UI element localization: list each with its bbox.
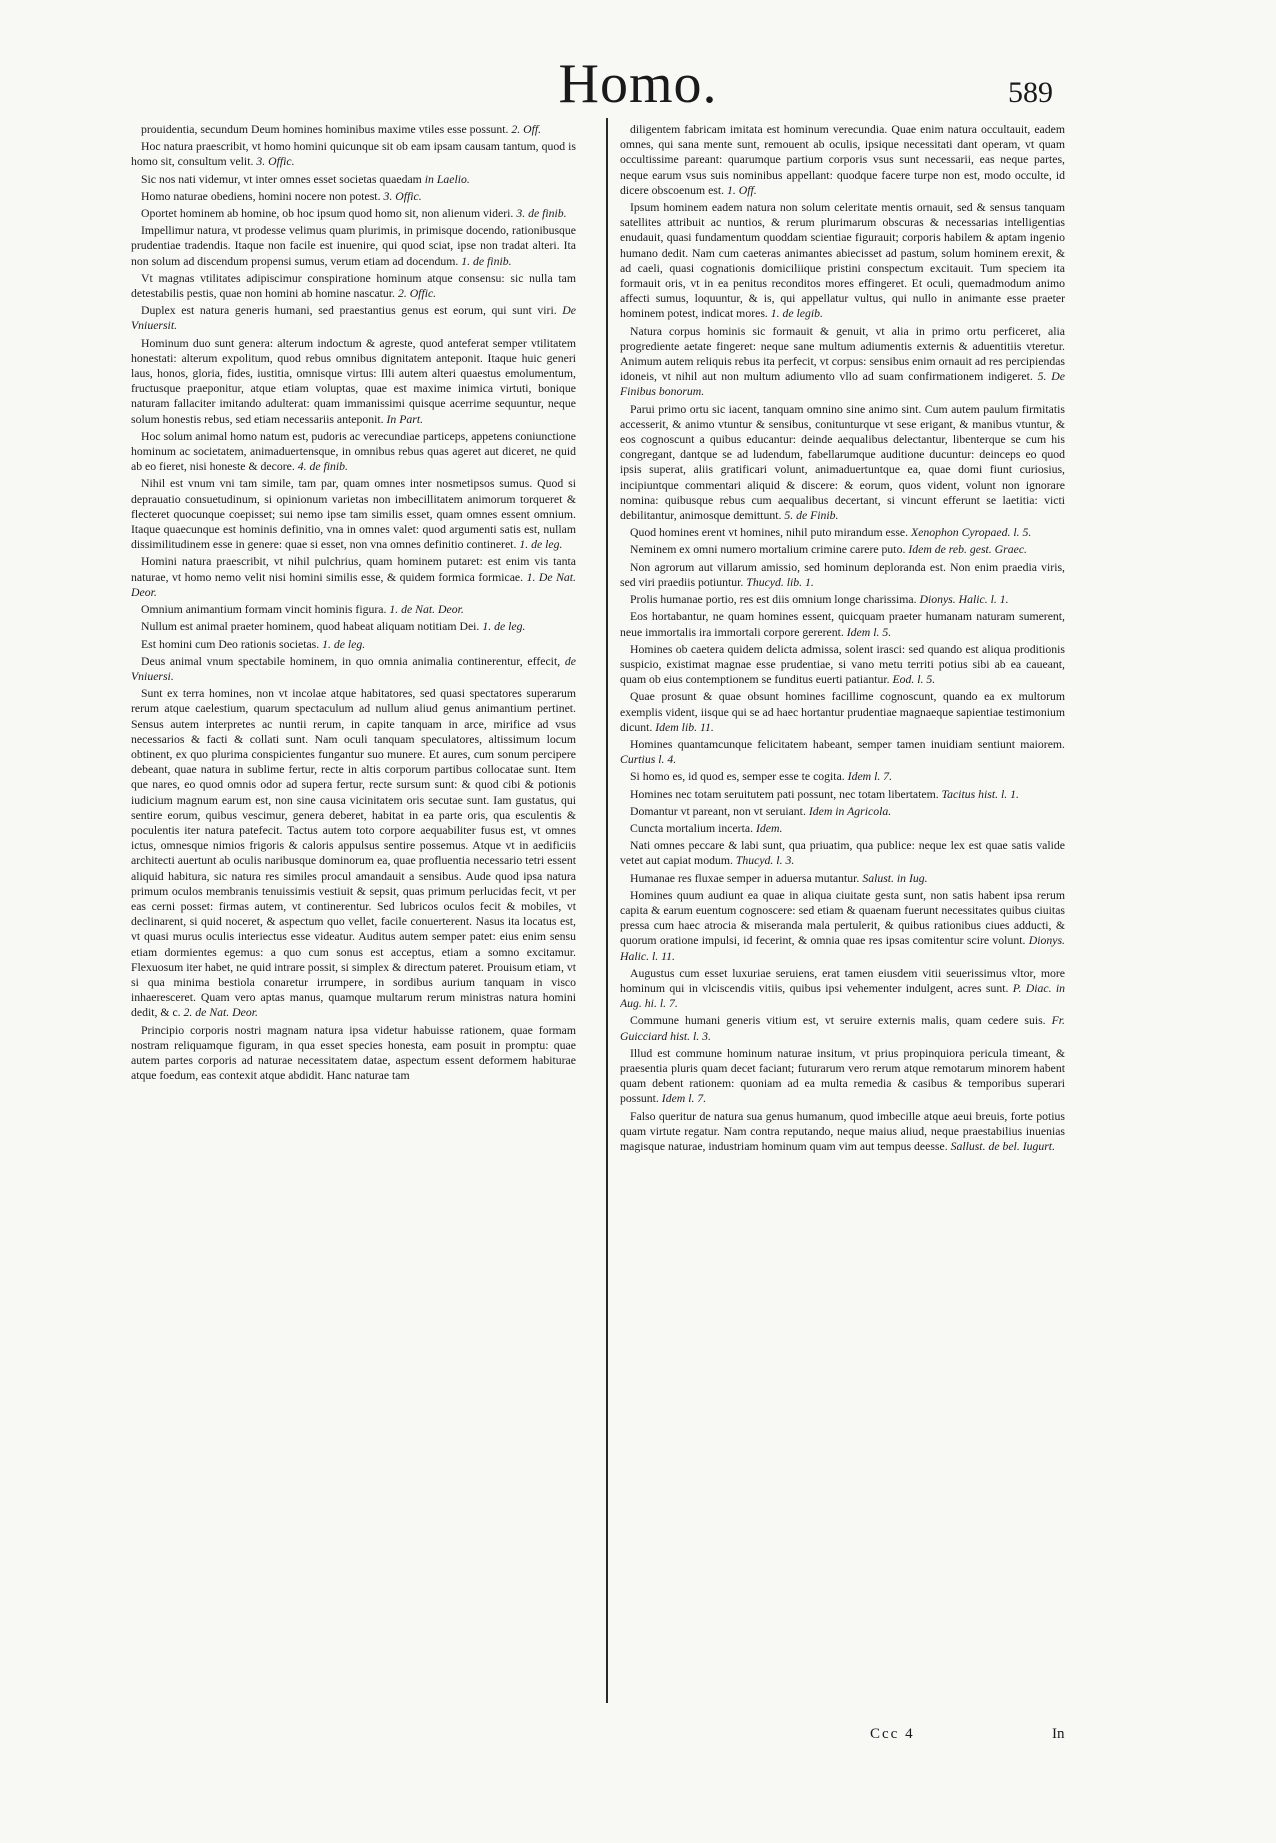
quotation-text: Deus animal vnum spectabile hominem, in quo omnia animalia continerentur, effecit,: [141, 654, 561, 668]
citation: 1. De Nat. Deor.: [131, 570, 576, 599]
citation: In Part.: [386, 412, 424, 426]
column-divider: [606, 118, 608, 1703]
citation: De Vniuersit.: [131, 304, 576, 333]
citation: Sallust. de bel. Iugurt.: [950, 1140, 1056, 1153]
quotation-text: Hoc solum animal homo natum est, pudoris ac verecundiae particeps, appetens coniunctione hominum ac societatem, animaduertensque, in omnibus rebus quas ageret aut diceret, ne quid ab eo fieret, nisi honeste & decore.: [131, 429, 576, 474]
quotation-entry: [620, 642, 1065, 688]
quotation-entry: [131, 189, 576, 204]
quotation-text: Oportet hominem ab homine, ob hoc ipsum quod homo sit, non alienum videri.: [141, 207, 514, 221]
quotation-text: Sic nos nati videmur, vt inter omnes esset societas quaedam: [141, 172, 422, 186]
citation: 1. de leg.: [519, 538, 563, 552]
citation: 3. Offic.: [383, 189, 422, 203]
quotation-entry: [131, 654, 576, 684]
quotation-entry: [620, 122, 1065, 198]
quotation-entry: [131, 172, 576, 187]
citation: Idem de reb. gest. Graec.: [908, 543, 1027, 557]
right-column: [620, 122, 1065, 1714]
quotation-entry: [620, 689, 1065, 735]
quotation-text: prouidentia, secundum Deum homines hominibus maxime vtiles esse possunt.: [141, 123, 509, 136]
quotation-text: Homines ob caetera quidem delicta admissa, solent irasci: sed quando est aliqua proditionis suspicio, existimat magnae esse prudentiae, si vano metu territi potius sibi ab ea caueant, quam ob eius contemptionem se funditus euerti patiantur.: [620, 642, 1065, 687]
quotation-text: Non agrorum aut villarum amissio, sed hominum deploranda est. Non enim praedia viris, sed viri praediis potiuntur.: [620, 560, 1065, 589]
quotation-text: Ipsum hominem eadem natura non solum celeritate mentis ornauit, sed & sensus tanquam satellites attribuit ac nuntios, & rerum plurimarum obscuras & necessarias intelligentias enudauit, quasi fundamentum quoddam scientiae figurauit; corporis habilem & aptam ingenio humano dedit. Nam cum caeteras animantes abiecisset ad pastum, solum hominem erexit, & ad caeli, quasi cognationis domiciliique pristini conspectum excitauit. Tum speciem ita formauit oris, vt in ea penitus reconditos mores effingeret. Et oculi, quemadmodum animo affecti sumus, loquuntur, & is, qui appellatur vultus, qui nullo in animante esse praeter hominem potest, indicat mores.: [620, 201, 1065, 321]
quotation-text: Homini natura praescribit, vt nihil pulchrius, quam hominem putaret: est enim vis tanta naturae, vt homo nemo velit nisi homini similis esse, & quidem formica formicae.: [131, 555, 576, 584]
quotation-text: Domantur vt pareant, non vt seruiant.: [630, 804, 806, 818]
quotation-text: Parui primo ortu sic iacent, tanquam omnino sine animo sint. Cum autem paulum firmitatis accesserit, & animo vtuntur & sensibus, conitunturque vt sese erigant, & manibus vtuntur, & eos cognoscunt a quibus educantur: deinde aequalibus delectantur, libenterque se cum his congregant, dantque se ad ludendum, fabellarumque auditione ducuntur: deinceps eo quod ipsis superat, aliis gratificari volunt, animaduertuntque ea, quae domi fiunt curiosius, incipiuntque commentari aliquid & discere: & eorum, quos vident, volunt non ignorare nomina: quibusque rebus cum aequalibus decertant, si vincunt efferunt se laetitia: victi debilitantur, animosque demittunt.: [620, 402, 1065, 523]
citation: Idem in Agricola.: [808, 804, 892, 818]
citation: Fr. Guicciard hist. l. 3.: [620, 1014, 1065, 1043]
quotation-text: Augustus cum esset luxuriae seruiens, erat tamen eiusdem vitii seuerissimus vltor, more hominum qui in vlciscendis vitiis, quibus ipsi vehementer indulgent, acres sunt.: [620, 966, 1065, 995]
quotation-text: Humanae res fluxae semper in aduersa mutantur.: [630, 871, 860, 885]
quotation-text: Omnium animantium formam vincit hominis figura.: [141, 603, 387, 617]
quotation-entry: [620, 609, 1065, 639]
citation: 5. de Finib.: [784, 509, 839, 523]
citation: 4. de finib.: [297, 460, 348, 474]
citation: Tacitus hist. l. 1.: [941, 787, 1019, 801]
quotation-text: Quae prosunt & quae obsunt homines facillime cognoscunt, quando ea ex multorum exemplis vident, iisque qui se ad haec hortantur prudentiae magnaeque sapientiae testimonium dicunt.: [620, 690, 1065, 734]
quotation-entry: [131, 122, 576, 137]
citation: 1. de finib.: [461, 254, 512, 268]
citation: 1. Off.: [727, 183, 757, 197]
citation: Dionys. Halic. l. 1.: [919, 593, 1009, 607]
quotation-text: Prolis humanae portio, res est diis omnium longe charissima.: [630, 593, 917, 607]
quotation-text: Nullum est animal praeter hominem, quod habeat aliquam notitiam Dei.: [141, 620, 480, 634]
citation: Idem lib. 11.: [655, 720, 714, 734]
citation: Idem l. 5.: [846, 625, 892, 639]
quotation-text: Eos hortabantur, ne quam homines essent, quicquam praeter humanam naturam sumerent, neue immortalis ira immortali corpore gererent.: [620, 610, 1065, 639]
citation: 2. Offic.: [397, 287, 437, 301]
citation: 1. de legib.: [770, 307, 823, 321]
quotation-entry: [131, 336, 576, 427]
quotation-text: Homines quantamcunque felicitatem habeant, semper tamen inuidiam sentiunt maiorem.: [630, 737, 1065, 751]
quotation-entry: [131, 476, 576, 552]
citation: 5. De Finibus bonorum.: [620, 370, 1065, 399]
quotation-entry: [620, 1046, 1065, 1107]
citation: in Laelio.: [424, 172, 470, 186]
quotation-text: Impellimur natura, vt prodesse velimus quam plurimis, in primisque docendo, rationibusque prudentiae tradendis. Itaque non facile est inuenire, qui quod sciat, ipse non tradat alteri. Ita non solum ad discendum propensi sumus, verum etiam ad docendum.: [131, 224, 576, 268]
page-title: Homo.: [558, 53, 718, 115]
quotation-entry: [131, 139, 576, 169]
quotation-entry: [620, 324, 1065, 400]
quotation-entry: [620, 966, 1065, 1012]
quotation-entry: [620, 871, 1065, 886]
quotation-text: Cuncta mortalium incerta.: [630, 821, 754, 835]
quotation-entry: [131, 602, 576, 617]
quotation-text: Hoc natura praescribit, vt homo homini quicunque sit ob eam ipsam causam tantum, quod is homo sit, consultum velit.: [131, 140, 576, 169]
citation: Xenophon Cyropaed. l. 5.: [911, 526, 1032, 540]
citation: 3. de finib.: [516, 207, 567, 221]
quotation-entry: [131, 303, 576, 333]
citation: 1. de leg.: [482, 620, 526, 634]
quotation-text: Est homini cum Deo rationis societas.: [141, 637, 320, 651]
citation: de Vniuersi.: [131, 654, 576, 683]
quotation-text: Quod homines erent vt homines, nihil puto mirandum esse.: [630, 526, 909, 540]
signature-mark: Ccc 4: [870, 1726, 915, 1742]
quotation-entry: [131, 223, 576, 269]
quotation-text: Nihil est vnum vni tam simile, tam par, quam omnes inter nosmetipsos sumus. Quod si deprauatio consuetudinum, si opinionum varietas non imbecillitatem animorum torqueret & flecteret quocunque coepisset; sui nemo ipse tam similis esset, quam omnes essent omnium. Itaque quaecunque est hominis definitio, vna in omnes valet: quod argumenti satis est, nullam dissimilitudinem esse in genere: quae si esset, non vna omnes definitio contineret.: [131, 477, 576, 552]
quotation-text: Principio corporis nostri magnam natura ipsa videtur habuisse rationem, quae formam nostram reliquamque figuram, in qua esset species honesta, eam posuit in promptu: quae autem partes corporis ad naturae necessitatem datae, aspectum essent deformem habiturae atque foedum, eas contexit atque abdidit. Hanc naturae tam: [131, 1023, 576, 1083]
quotation-text: Duplex est natura generis humani, sed praestantius genus est eorum, qui sunt viri.: [141, 304, 557, 318]
quotation-text: Sunt ex terra homines, non vt incolae atque habitatores, sed quasi spectatores superarum rerum atque caelestium, quarum spectaculum ad nullum aliud genus animantium pertinet. Sensus autem interpretes ac nuntii rerum, in capite tanquam in arce, mirifice ad vsus necessarios & facti & collati sunt. Nam oculi tanquam speculatores, altissimum locum obtinent, ex quo plurima conspicientes fungantur suo munere. Et aures, cum sonum percipere debeant, quae natura in sublime fertur, recte in altis corporum partibus collocatae sunt. Item que nares, eo quod omnis odor ad supera fertur, recte sursum sunt: & quod cibi & potionis iudicium magnum earum est, non sine causa vicinitatem oris secutae sunt. Iam gustatus, qui sentire eorum, quibus vescimur, genera deberet, habitat in ea parte oris, qua esculentis & poculentis iter natura patefecit. Tactus autem toto corpore aequabiliter fusus est, vt omnes ictus, omnesque nimios frigoris & caloris appulsus sentire possemus. Atque vt in aedificiis architecti auertunt ab oculis naribusque dominorum ea, quae profluentia necessario tetri essent aliquid habitura, sic natura res similes procul amandauit a sensibus. Aude quod ipsa natura primum oculos membranis tenuissimis vestiuit & sepsit, quas primum perlucidas fecit, vt per eas cerni posset: firmas autem, vt continerentur. Sed lubricos oculos fecit & mobiles, vt declinarent, si quid noceret, & aspectum quo vellet, facile conuerterent. Nasus ita locatus est, vt quasi murus oculis interiectus esse videatur. Auditus autem semper patet: eius enim sensu etiam dormientes egemus: a quo cum sonus est acceptus, etiam a somno excitamur. Flexuosum iter habet, ne quid intrare possit, si simplex & directum pateret. Prouisum etiam, vt si qua minima bestiola conaretur irrumpere, in sordibus aurium tanquam in visco inhaeresceret. Quam vero aptas manus, quamque multarum rerum ministras natura homini dedit, & c.: [131, 687, 576, 1020]
quotation-entry: [131, 206, 576, 221]
quotation-entry: [620, 888, 1065, 964]
quotation-entry: [620, 838, 1065, 868]
citation: Idem l. 7.: [847, 770, 893, 784]
citation: Thucyd. l. 3.: [735, 854, 795, 868]
quotation-entry: [131, 686, 576, 1020]
quotation-text: Si homo es, id quod es, semper esse te cogita.: [630, 770, 845, 784]
left-column: [131, 122, 576, 1714]
citation: Idem.: [755, 821, 783, 835]
quotation-text: Nati omnes peccare & labi sunt, qua priuatim, qua publice: neque lex est quae satis valide vetet aut capiat modum.: [620, 839, 1065, 868]
quotation-text: Homo naturae obediens, homini nocere non potest.: [141, 189, 381, 203]
page-number: 589: [1008, 76, 1053, 109]
citation: 1. de leg.: [322, 637, 366, 651]
quotation-entry: [620, 1013, 1065, 1043]
citation: 3. Offic.: [256, 155, 295, 169]
quotation-entry: [131, 1023, 576, 1084]
quotation-text: Homines nec totam seruitutem pati possunt, nec totam libertatem.: [630, 787, 939, 801]
quotation-text: Illud est commune hominum naturae insitum, vt prius propinquiora pericula timeant, & praesentia pluris quam decet faciant; futurarum vero rerum atque remotarum minorem habent quam debent rationem: quoniam ad ea multa remedia & casibus & temporibus superari possunt.: [620, 1046, 1065, 1106]
quotation-entry: [131, 637, 576, 652]
citation: Salust. in Iug.: [862, 871, 928, 885]
quotation-entry: [620, 1109, 1065, 1155]
quotation-text: Vt magnas vtilitates adipiscimur conspiratione hominum atque consensu: sic nulla tam detestabilis pestis, quae non homini ab homine nascatur.: [131, 271, 576, 301]
quotation-entry: [620, 769, 1065, 784]
quotation-entry: [131, 619, 576, 634]
quotation-entry: [620, 542, 1065, 557]
quotation-text: Homines quum audiunt ea quae in aliqua ciuitate gesta sunt, non satis habent ipsa rerum capita & earum euentum cognoscere: sed etiam & quaenam fuerunt necessitates quibus ciuitas pressa cum haec atrocia & miseranda mala pertulerit, & quibus rationibus ciues adducti, & quorum oratione impulsi, id fecerint, & omnia quae res ipsas comitentur scire volunt.: [620, 888, 1065, 948]
citation: Dionys. Halic. l. 11.: [620, 934, 1065, 963]
quotation-text: Commune humani generis vitium est, vt seruire externis malis, quam cedere suis.: [630, 1014, 1046, 1028]
citation: Eod. l. 5.: [892, 673, 936, 687]
quotation-entry: [620, 525, 1065, 540]
citation: 2. de Nat. Deor.: [183, 1006, 258, 1020]
quotation-entry: [131, 554, 576, 600]
quotation-entry: [620, 821, 1065, 836]
citation: Idem l. 7.: [661, 1092, 707, 1106]
citation: Curtius l. 4.: [620, 753, 677, 767]
quotation-entry: [620, 737, 1065, 767]
citation: Thucyd. lib. 1.: [746, 575, 814, 589]
quotation-text: Natura corpus hominis sic formauit & genuit, vt alia in primo ortu perficeret, alia progrediente aetate fingeret: neque sane multum adiumentis externis & aduentitiis vteretur. Animum autem reliquis rebus ita perfecit, vt corpus: sensibus enim ornauit ad res percipiendas idoneis, vt nihil aut non multum adiumento vllo ad suam confirmationem indigeret.: [620, 324, 1065, 384]
quotation-entry: [620, 200, 1065, 322]
quotation-entry: [620, 787, 1065, 802]
citation: 1. de Nat. Deor.: [389, 603, 464, 617]
quotation-text: diligentem fabricam imitata est hominum verecundia. Quae enim natura occultauit, eadem omnes, qui sana mente sunt, remouent ab oculis, ipsique necessitati dant operam, vt quam occultissime pareant: quarumque partium corporis vsus sunt necessarii, eas neque partes, neque earum vsus suis nominibus appellant: quodque facere turpe non est, modo occulte, id dicere obscoenum est.: [620, 123, 1065, 197]
quotation-entry: [620, 804, 1065, 819]
quotation-entry: [620, 560, 1065, 590]
citation: P. Diac. in Aug. hi. l. 7.: [620, 981, 1065, 1011]
quotation-text: Falso queritur de natura sua genus humanum, quod imbecille atque aeui breuis, forte potius quam virtute regatur. Nam contra reputando, neque maius aliud, neque praestabilius inuenias magisque naturae, industriam hominum quam vim aut tempus deesse.: [620, 1109, 1065, 1153]
quotation-entry: [620, 592, 1065, 607]
quotation-entry: [620, 402, 1065, 524]
quotation-text: Neminem ex omni numero mortalium crimine carere puto.: [630, 543, 906, 557]
citation: 2. Off.: [511, 123, 542, 136]
quotation-text: Hominum duo sunt genera: alterum indoctum & agreste, quod anteferat semper vtilitatem honestati: alterum expolitum, quod rebus omnibus dignitatem anteponit. Itaque huic generi laus, honos, gloria, fides, iustitia, omnisque virtus: Illi autem alteri quaestus emolumentum, fructusque praeponitur, atque etiam voluptas, quae est maxime inimica virtuti, bonique naturam fallaciter imitando adulterat: quam immanissimi quisque acerrime sequuntur, neque solum honestis rebus, sed etiam necessariis anteponit.: [131, 336, 576, 426]
quotation-entry: [131, 271, 576, 301]
quotation-entry: [131, 429, 576, 475]
catchword: In: [1052, 1726, 1065, 1742]
